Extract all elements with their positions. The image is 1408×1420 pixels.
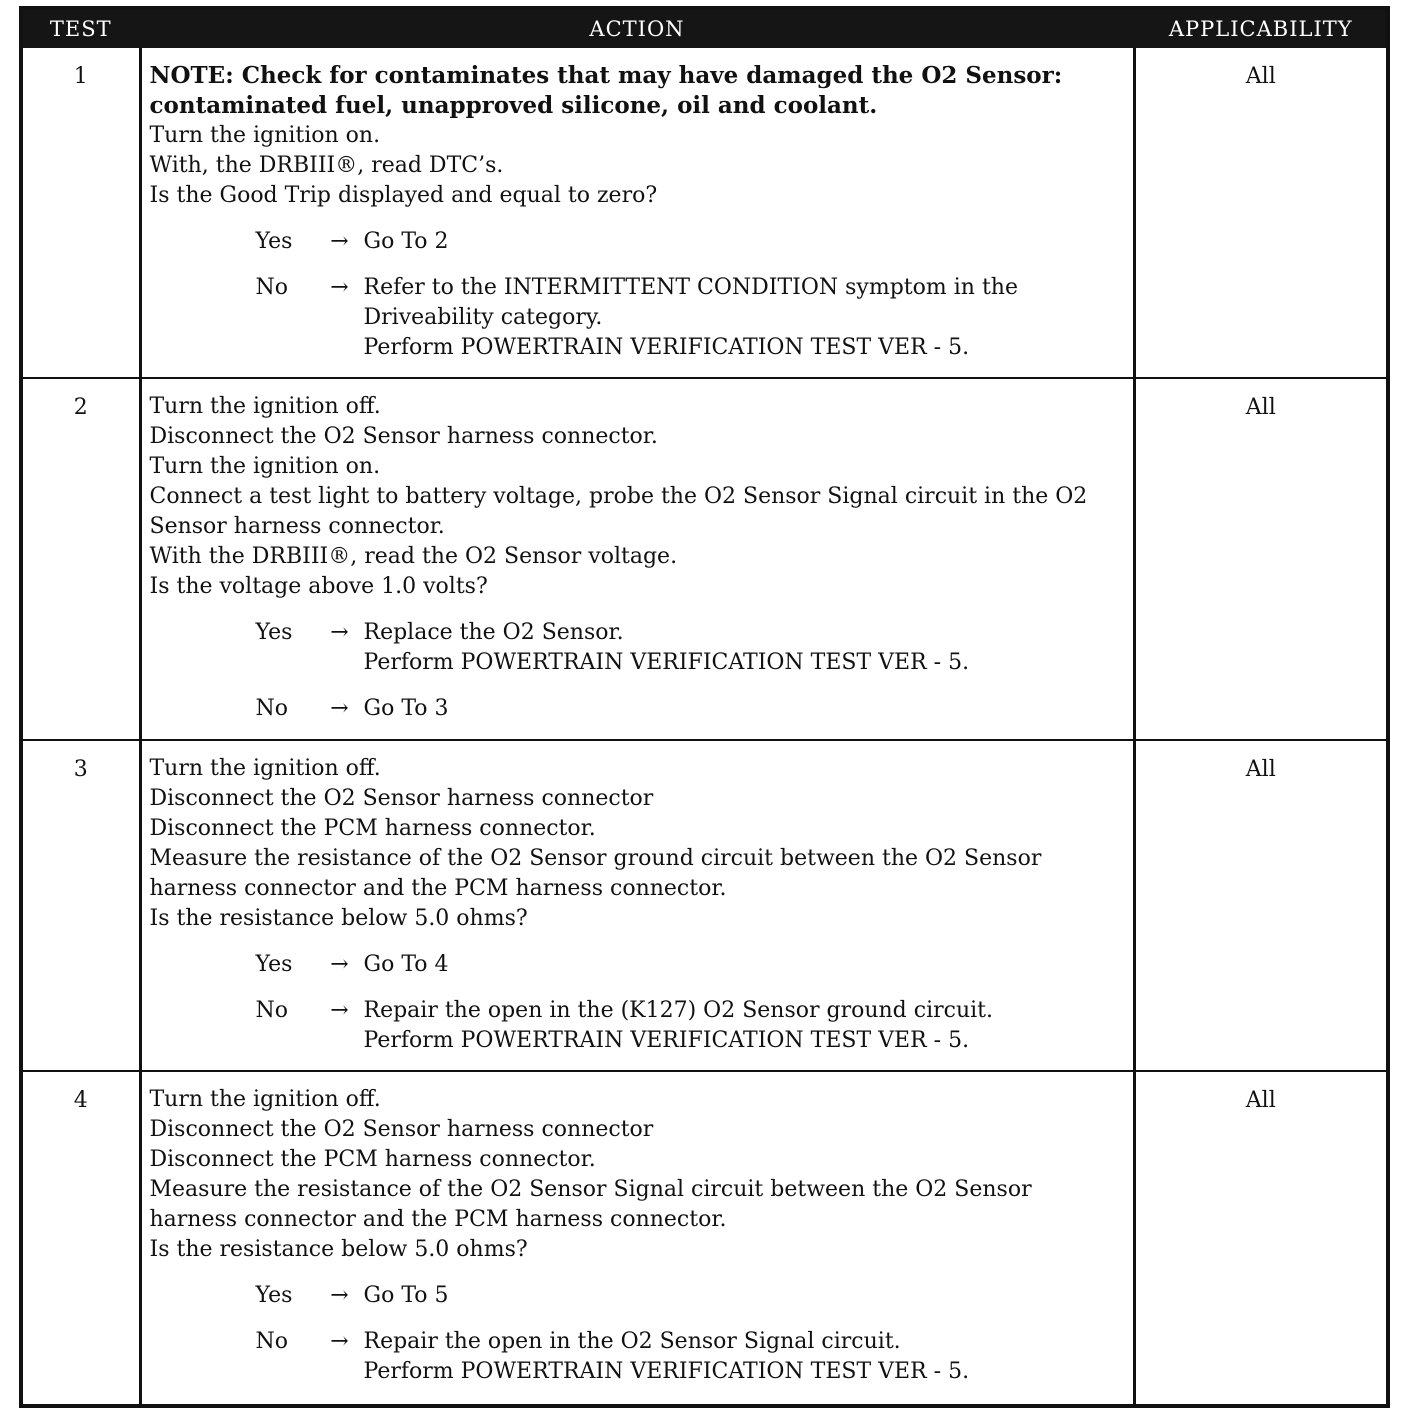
applicability-value: All (1134, 1071, 1386, 1404)
step-line: Sensor harness connector. (149, 514, 445, 539)
step-line: Turn the ignition off. (149, 394, 381, 419)
step-line: Disconnect the O2 Sensor harness connector (149, 786, 654, 811)
test-number: 4 (23, 1071, 140, 1404)
table-row (23, 378, 1386, 740)
option-no (150, 694, 1125, 724)
option-label: Yes (255, 229, 293, 254)
table-header-row (23, 10, 1386, 48)
header-applicability: APPLICABILITY (1134, 10, 1386, 48)
step-line: harness connector and the PCM harness connector. (149, 876, 727, 901)
note-line: NOTE: Check for contaminates that may have damaged the O2 Sensor: (149, 62, 1063, 89)
arrow-icon: → (330, 998, 349, 1023)
result-line: Refer to the INTERMITTENT CONDITION symptom in the (363, 275, 1018, 300)
step-line: Measure the resistance of the O2 Sensor ground circuit between the O2 Sensor (149, 846, 1042, 871)
option-result (364, 273, 1125, 363)
option-yes (150, 950, 1125, 980)
option-label: No (255, 1329, 288, 1354)
header-action: ACTION (140, 10, 1134, 48)
option-label: Yes (255, 1283, 293, 1308)
step-line: Turn the ignition on. (149, 454, 381, 479)
option-label: No (255, 998, 288, 1023)
step-line: With the DRBIII®, read the O2 Sensor voltage. (149, 544, 678, 569)
step-line: Is the resistance below 5.0 ohms? (149, 906, 528, 931)
option-yes (150, 227, 1125, 257)
result-line: Perform POWERTRAIN VERIFICATION TEST VER - 5. (363, 335, 970, 360)
options-list (150, 227, 1125, 363)
test-number: 2 (23, 378, 140, 740)
applicability-value: All (1134, 378, 1386, 740)
arrow-icon: → (330, 952, 349, 977)
action-cell (140, 740, 1134, 1071)
option-result (364, 1281, 1125, 1311)
result-line: Go To 2 (363, 229, 449, 254)
result-line: Go To 5 (363, 1283, 449, 1308)
option-no (150, 273, 1125, 363)
step-line: Measure the resistance of the O2 Sensor Signal circuit between the O2 Sensor (149, 1177, 1032, 1202)
action-cell (140, 48, 1134, 378)
result-line: Perform POWERTRAIN VERIFICATION TEST VER - 5. (363, 1359, 970, 1384)
table-row (23, 1071, 1386, 1404)
table-row (23, 740, 1386, 1071)
step-line: Disconnect the PCM harness connector. (149, 816, 596, 841)
options-list (150, 950, 1125, 1056)
step-line: Connect a test light to battery voltage, probe the O2 Sensor Signal circuit in the O2 (149, 484, 1088, 509)
action-cell (140, 1071, 1134, 1404)
step-line: Turn the ignition on. (149, 123, 381, 148)
options-list (150, 1281, 1125, 1387)
step-line: Is the resistance below 5.0 ohms? (149, 1237, 528, 1262)
arrow-icon: → (330, 1283, 349, 1308)
test-number: 3 (23, 740, 140, 1071)
option-label: No (255, 275, 288, 300)
test-number: 1 (73, 64, 88, 89)
options-list (150, 618, 1125, 724)
arrow-icon: → (330, 696, 349, 721)
option-result (364, 950, 1125, 980)
result-line: Driveability category. (363, 305, 603, 330)
step-line: harness connector and the PCM harness connector. (149, 1207, 727, 1232)
arrow-icon: → (330, 1329, 349, 1354)
option-result (364, 694, 1125, 724)
result-line: Repair the open in the (K127) O2 Sensor ground circuit. (363, 998, 993, 1023)
step-line: With, the DRBIII®, read DTC’s. (149, 153, 504, 178)
header-test: TEST (49, 17, 112, 41)
step-line: Disconnect the O2 Sensor harness connector (149, 1117, 654, 1142)
diagnostic-table-frame (19, 6, 1390, 1408)
option-no (150, 996, 1125, 1056)
applicability-value: All (1134, 740, 1386, 1071)
note-line: contaminated fuel, unapproved silicone, oil and coolant. (149, 92, 878, 119)
option-yes (150, 618, 1125, 678)
table-body (23, 48, 1386, 1404)
step-line: Disconnect the PCM harness connector. (149, 1147, 596, 1172)
arrow-icon: → (330, 620, 349, 645)
result-line: Go To 3 (363, 696, 449, 721)
step-line: Is the Good Trip displayed and equal to zero? (149, 183, 658, 208)
option-result (364, 1327, 1125, 1387)
result-line: Replace the O2 Sensor. (363, 620, 624, 645)
option-no (150, 1327, 1125, 1387)
option-result (364, 227, 1125, 257)
step-line: Turn the ignition off. (149, 1087, 381, 1112)
step-line: Disconnect the O2 Sensor harness connector. (149, 424, 658, 449)
option-yes (150, 1281, 1125, 1311)
option-label: Yes (255, 952, 293, 977)
option-label: Yes (255, 620, 293, 645)
table-row (23, 48, 1386, 378)
option-result (364, 618, 1125, 678)
option-label: No (255, 696, 288, 721)
step-line: Is the voltage above 1.0 volts? (149, 574, 488, 599)
result-line: Repair the open in the O2 Sensor Signal circuit. (363, 1329, 901, 1354)
option-result (364, 996, 1125, 1056)
arrow-icon: → (330, 275, 349, 300)
applicability-value: All (1245, 64, 1276, 89)
result-line: Go To 4 (363, 952, 449, 977)
result-line: Perform POWERTRAIN VERIFICATION TEST VER - 5. (363, 650, 970, 675)
diagnostic-test-table (23, 10, 1386, 1404)
arrow-icon: → (330, 229, 349, 254)
result-line: Perform POWERTRAIN VERIFICATION TEST VER - 5. (363, 1028, 970, 1053)
action-cell (140, 378, 1134, 740)
step-line: Turn the ignition off. (149, 756, 381, 781)
